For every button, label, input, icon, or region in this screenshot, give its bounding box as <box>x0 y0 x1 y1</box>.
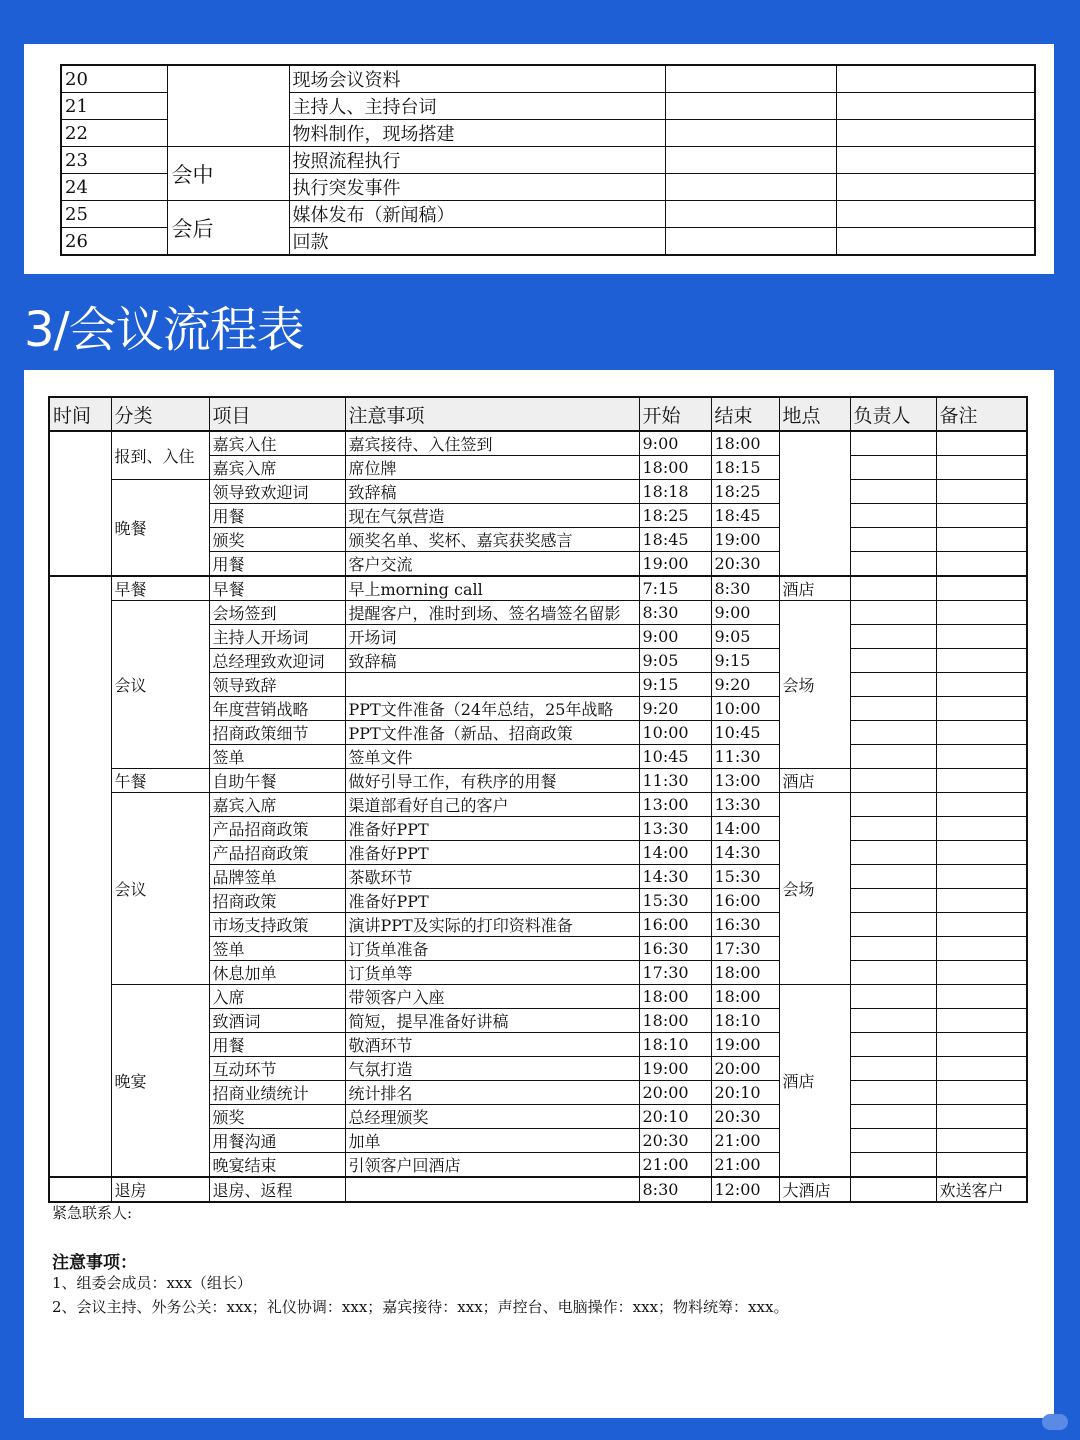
start-time-cell: 9:00 <box>639 625 711 649</box>
schedule-row <box>49 1177 1027 1202</box>
owner-cell <box>850 889 936 913</box>
start-time-cell: 8:30 <box>639 601 711 625</box>
end-time-cell: 19:00 <box>711 1033 779 1057</box>
task-number: 26 <box>61 228 167 256</box>
note-cell: 准备好PPT <box>345 889 639 913</box>
note-cell: 加单 <box>345 1129 639 1153</box>
owner-cell <box>850 793 936 817</box>
item-cell: 产品招商政策 <box>209 817 345 841</box>
owner-cell <box>850 817 936 841</box>
section-title: 3/会议流程表 <box>24 302 304 358</box>
task-row <box>61 201 1035 228</box>
task-extra-cell <box>665 120 836 147</box>
owner-cell <box>850 625 936 649</box>
end-time-cell: 18:10 <box>711 1009 779 1033</box>
note-cell: 做好引导工作，有秩序的用餐 <box>345 769 639 793</box>
task-phase: 会后 <box>167 201 289 256</box>
task-number: 21 <box>61 93 167 120</box>
start-time-cell: 9:00 <box>639 431 711 456</box>
end-time-cell: 9:20 <box>711 673 779 697</box>
start-time-cell: 18:00 <box>639 1009 711 1033</box>
remark-cell <box>936 1057 1027 1081</box>
start-time-cell: 18:18 <box>639 480 711 504</box>
owner-cell <box>850 937 936 961</box>
task-row <box>61 147 1035 174</box>
start-time-cell: 9:15 <box>639 673 711 697</box>
note-cell: 统计排名 <box>345 1081 639 1105</box>
notes-title: 注意事项： <box>52 1253 137 1273</box>
end-time-cell: 16:30 <box>711 913 779 937</box>
remark-cell <box>936 937 1027 961</box>
start-time-cell: 18:00 <box>639 985 711 1009</box>
schedule-row <box>49 601 1027 625</box>
start-time-cell: 20:10 <box>639 1105 711 1129</box>
start-time-cell: 19:00 <box>639 1057 711 1081</box>
item-cell: 招商业绩统计 <box>209 1081 345 1105</box>
owner-cell <box>850 1153 936 1178</box>
schedule-header-row <box>49 397 1027 431</box>
note-cell: 演讲PPT及实际的打印资料准备 <box>345 913 639 937</box>
remark-cell <box>936 1153 1027 1178</box>
note-cell: 致辞稿 <box>345 480 639 504</box>
start-time-cell: 18:10 <box>639 1033 711 1057</box>
start-time-cell: 10:00 <box>639 721 711 745</box>
header-category: 分类 <box>111 397 209 431</box>
note-cell <box>345 673 639 697</box>
task-number: 22 <box>61 120 167 147</box>
end-time-cell: 9:15 <box>711 649 779 673</box>
category-cell: 会议 <box>111 601 209 769</box>
note-cell: 开场词 <box>345 625 639 649</box>
remark-cell <box>936 1009 1027 1033</box>
start-time-cell: 16:00 <box>639 913 711 937</box>
schedule-row <box>49 576 1027 601</box>
task-extra-cell <box>836 65 1035 93</box>
owner-cell <box>850 1009 936 1033</box>
task-extra-cell <box>665 174 836 201</box>
remark-cell <box>936 889 1027 913</box>
task-item: 执行突发事件 <box>289 174 665 201</box>
remark-cell <box>936 1129 1027 1153</box>
task-table-continued <box>60 64 1036 256</box>
category-cell: 午餐 <box>111 769 209 793</box>
task-extra-cell <box>836 174 1035 201</box>
category-cell: 报到、入住 <box>111 431 209 480</box>
remark-cell <box>936 431 1027 456</box>
end-time-cell: 9:00 <box>711 601 779 625</box>
header-location: 地点 <box>779 397 850 431</box>
task-number: 20 <box>61 65 167 93</box>
task-extra-cell <box>836 201 1035 228</box>
remark-cell <box>936 985 1027 1009</box>
item-cell: 领导致欢迎词 <box>209 480 345 504</box>
item-cell: 颁奖 <box>209 1105 345 1129</box>
start-time-cell: 14:00 <box>639 841 711 865</box>
item-cell: 招商政策 <box>209 889 345 913</box>
task-extra-cell <box>836 120 1035 147</box>
end-time-cell: 9:05 <box>711 625 779 649</box>
item-cell: 招商政策细节 <box>209 721 345 745</box>
task-phase: 会中 <box>167 147 289 201</box>
note-cell: 准备好PPT <box>345 841 639 865</box>
note-cell: 引领客户回酒店 <box>345 1153 639 1178</box>
owner-cell <box>850 504 936 528</box>
end-time-cell: 18:00 <box>711 961 779 985</box>
note-cell: 席位牌 <box>345 456 639 480</box>
item-cell: 休息加单 <box>209 961 345 985</box>
start-time-cell: 14:30 <box>639 865 711 889</box>
task-number: 24 <box>61 174 167 201</box>
item-cell: 用餐 <box>209 1033 345 1057</box>
remark-cell <box>936 913 1027 937</box>
start-time-cell: 8:30 <box>639 1177 711 1202</box>
item-cell: 用餐沟通 <box>209 1129 345 1153</box>
remark-cell: 欢送客户 <box>936 1177 1027 1202</box>
end-time-cell: 13:00 <box>711 769 779 793</box>
remark-cell <box>936 649 1027 673</box>
start-time-cell: 11:30 <box>639 769 711 793</box>
remark-cell <box>936 745 1027 769</box>
task-item: 主持人、主持台词 <box>289 93 665 120</box>
remark-cell <box>936 576 1027 601</box>
item-cell: 总经理致欢迎词 <box>209 649 345 673</box>
start-time-cell: 9:05 <box>639 649 711 673</box>
note-cell: 带领客户入座 <box>345 985 639 1009</box>
remark-cell <box>936 769 1027 793</box>
owner-cell <box>850 865 936 889</box>
owner-cell <box>850 480 936 504</box>
start-time-cell: 13:30 <box>639 817 711 841</box>
task-number: 25 <box>61 201 167 228</box>
item-cell: 签单 <box>209 937 345 961</box>
category-cell: 早餐 <box>111 576 209 601</box>
item-cell: 自助午餐 <box>209 769 345 793</box>
remark-cell <box>936 1033 1027 1057</box>
end-time-cell: 15:30 <box>711 865 779 889</box>
end-time-cell: 20:00 <box>711 1057 779 1081</box>
item-cell: 产品招商政策 <box>209 841 345 865</box>
category-cell: 会议 <box>111 793 209 985</box>
note-cell: 渠道部看好自己的客户 <box>345 793 639 817</box>
remark-cell <box>936 841 1027 865</box>
item-cell: 签单 <box>209 745 345 769</box>
schedule-row <box>49 985 1027 1009</box>
remark-cell <box>936 961 1027 985</box>
note-cell: 客户交流 <box>345 552 639 577</box>
owner-cell <box>850 1033 936 1057</box>
remark-cell <box>936 528 1027 552</box>
task-extra-cell <box>836 93 1035 120</box>
emergency-contact-label: 紧急联系人: <box>52 1204 133 1222</box>
start-time-cell: 13:00 <box>639 793 711 817</box>
end-time-cell: 14:30 <box>711 841 779 865</box>
header-item: 项目 <box>209 397 345 431</box>
note-cell: 气氛打造 <box>345 1057 639 1081</box>
end-time-cell: 12:00 <box>711 1177 779 1202</box>
start-time-cell: 18:25 <box>639 504 711 528</box>
task-extra-cell <box>665 147 836 174</box>
owner-cell <box>850 1057 936 1081</box>
end-time-cell: 10:00 <box>711 697 779 721</box>
schedule-row <box>49 793 1027 817</box>
note-cell: 颁奖名单、奖杯、嘉宾获奖感言 <box>345 528 639 552</box>
header-end: 结束 <box>711 397 779 431</box>
start-time-cell: 20:30 <box>639 1129 711 1153</box>
note-cell: 准备好PPT <box>345 817 639 841</box>
owner-cell <box>850 431 936 456</box>
task-item: 媒体发布（新闻稿） <box>289 201 665 228</box>
start-time-cell: 9:20 <box>639 697 711 721</box>
task-number: 23 <box>61 147 167 174</box>
note-item: 2、会议主持、外务公关：xxx；礼仪协调：xxx；嘉宾接待：xxx；声控台、电脑操作：xxx；物料统筹：xxx。 <box>52 1298 789 1316</box>
note-cell: PPT文件准备（24年总结，25年战略 <box>345 697 639 721</box>
category-cell: 晚宴 <box>111 985 209 1178</box>
owner-cell <box>850 673 936 697</box>
remark-cell <box>936 625 1027 649</box>
time-cell <box>49 1177 111 1202</box>
note-cell: 敬酒环节 <box>345 1033 639 1057</box>
header-owner: 负责人 <box>850 397 936 431</box>
remark-cell <box>936 456 1027 480</box>
task-item: 按照流程执行 <box>289 147 665 174</box>
note-cell: 嘉宾接待、入住签到 <box>345 431 639 456</box>
item-cell: 会场签到 <box>209 601 345 625</box>
item-cell: 年度营销战略 <box>209 697 345 721</box>
schedule-row <box>49 431 1027 456</box>
header-remark: 备注 <box>936 397 1027 431</box>
item-cell: 晚宴结束 <box>209 1153 345 1178</box>
remark-cell <box>936 793 1027 817</box>
end-time-cell: 20:30 <box>711 1105 779 1129</box>
item-cell: 入席 <box>209 985 345 1009</box>
start-time-cell: 7:15 <box>639 576 711 601</box>
start-time-cell: 15:30 <box>639 889 711 913</box>
end-time-cell: 8:30 <box>711 576 779 601</box>
remark-cell <box>936 1081 1027 1105</box>
item-cell: 领导致辞 <box>209 673 345 697</box>
item-cell: 早餐 <box>209 576 345 601</box>
start-time-cell: 18:00 <box>639 456 711 480</box>
time-cell <box>49 431 111 576</box>
location-cell: 大酒店 <box>779 1177 850 1202</box>
remark-cell <box>936 504 1027 528</box>
schedule-row <box>49 769 1027 793</box>
owner-cell <box>850 649 936 673</box>
task-phase <box>167 65 289 147</box>
item-cell: 主持人开场词 <box>209 625 345 649</box>
note-cell: 提醒客户，准时到场、签名墙签名留影 <box>345 601 639 625</box>
note-cell: 早上morning call <box>345 576 639 601</box>
note-cell: 现在气氛营造 <box>345 504 639 528</box>
end-time-cell: 20:30 <box>711 552 779 577</box>
owner-cell <box>850 528 936 552</box>
header-time: 时间 <box>49 397 111 431</box>
time-cell <box>49 576 111 1177</box>
owner-cell <box>850 721 936 745</box>
note-cell: 致辞稿 <box>345 649 639 673</box>
item-cell: 用餐 <box>209 552 345 577</box>
note-cell <box>345 1177 639 1202</box>
start-time-cell: 18:45 <box>639 528 711 552</box>
note-cell: 订货单等 <box>345 961 639 985</box>
start-time-cell: 17:30 <box>639 961 711 985</box>
start-time-cell: 10:45 <box>639 745 711 769</box>
note-item: 1、组委会成员：xxx（组长） <box>52 1274 252 1292</box>
end-time-cell: 16:00 <box>711 889 779 913</box>
start-time-cell: 21:00 <box>639 1153 711 1178</box>
end-time-cell: 17:30 <box>711 937 779 961</box>
remark-cell <box>936 480 1027 504</box>
task-row <box>61 65 1035 93</box>
owner-cell <box>850 1105 936 1129</box>
location-cell: 酒店 <box>779 769 850 793</box>
watermark-badge <box>1042 1414 1068 1430</box>
owner-cell <box>850 1129 936 1153</box>
location-cell: 酒店 <box>779 985 850 1178</box>
remark-cell <box>936 721 1027 745</box>
end-time-cell: 18:00 <box>711 431 779 456</box>
note-cell: PPT文件准备（新品、招商政策 <box>345 721 639 745</box>
end-time-cell: 20:10 <box>711 1081 779 1105</box>
item-cell: 市场支持政策 <box>209 913 345 937</box>
start-time-cell: 16:30 <box>639 937 711 961</box>
owner-cell <box>850 745 936 769</box>
task-item: 现场会议资料 <box>289 65 665 93</box>
task-extra-cell <box>665 93 836 120</box>
remark-cell <box>936 817 1027 841</box>
task-extra-cell <box>836 147 1035 174</box>
end-time-cell: 13:30 <box>711 793 779 817</box>
category-cell: 退房 <box>111 1177 209 1202</box>
end-time-cell: 21:00 <box>711 1129 779 1153</box>
owner-cell <box>850 961 936 985</box>
task-extra-cell <box>665 201 836 228</box>
end-time-cell: 18:00 <box>711 985 779 1009</box>
end-time-cell: 21:00 <box>711 1153 779 1178</box>
owner-cell <box>850 456 936 480</box>
end-time-cell: 14:00 <box>711 817 779 841</box>
note-cell: 茶歇环节 <box>345 865 639 889</box>
start-time-cell: 19:00 <box>639 552 711 577</box>
end-time-cell: 10:45 <box>711 721 779 745</box>
location-cell: 酒店 <box>779 576 850 601</box>
location-cell <box>779 431 850 576</box>
task-item: 回款 <box>289 228 665 256</box>
task-extra-cell <box>665 228 836 256</box>
end-time-cell: 18:45 <box>711 504 779 528</box>
item-cell: 互动环节 <box>209 1057 345 1081</box>
end-time-cell: 18:25 <box>711 480 779 504</box>
remark-cell <box>936 697 1027 721</box>
note-cell: 简短，提早准备好讲稿 <box>345 1009 639 1033</box>
remark-cell <box>936 601 1027 625</box>
end-time-cell: 11:30 <box>711 745 779 769</box>
task-extra-cell <box>665 65 836 93</box>
item-cell: 颁奖 <box>209 528 345 552</box>
header-start: 开始 <box>639 397 711 431</box>
owner-cell <box>850 697 936 721</box>
item-cell: 嘉宾入席 <box>209 456 345 480</box>
owner-cell <box>850 1081 936 1105</box>
location-cell: 会场 <box>779 601 850 769</box>
remark-cell <box>936 1105 1027 1129</box>
note-cell: 订货单准备 <box>345 937 639 961</box>
owner-cell <box>850 576 936 601</box>
item-cell: 用餐 <box>209 504 345 528</box>
owner-cell <box>850 1177 936 1202</box>
item-cell: 致酒词 <box>209 1009 345 1033</box>
owner-cell <box>850 841 936 865</box>
location-cell: 会场 <box>779 793 850 985</box>
end-time-cell: 18:15 <box>711 456 779 480</box>
owner-cell <box>850 601 936 625</box>
item-cell: 品牌签单 <box>209 865 345 889</box>
start-time-cell: 20:00 <box>639 1081 711 1105</box>
schedule-row <box>49 480 1027 504</box>
remark-cell <box>936 865 1027 889</box>
note-cell: 签单文件 <box>345 745 639 769</box>
item-cell: 退房、返程 <box>209 1177 345 1202</box>
remark-cell <box>936 673 1027 697</box>
end-time-cell: 19:00 <box>711 528 779 552</box>
owner-cell <box>850 769 936 793</box>
meeting-schedule-table <box>48 396 1028 1203</box>
note-cell: 总经理颁奖 <box>345 1105 639 1129</box>
remark-cell <box>936 552 1027 577</box>
task-extra-cell <box>836 228 1035 256</box>
task-item: 物料制作，现场搭建 <box>289 120 665 147</box>
owner-cell <box>850 913 936 937</box>
item-cell: 嘉宾入席 <box>209 793 345 817</box>
owner-cell <box>850 985 936 1009</box>
owner-cell <box>850 552 936 577</box>
category-cell: 晚餐 <box>111 480 209 577</box>
header-notes: 注意事项 <box>345 397 639 431</box>
item-cell: 嘉宾入住 <box>209 431 345 456</box>
